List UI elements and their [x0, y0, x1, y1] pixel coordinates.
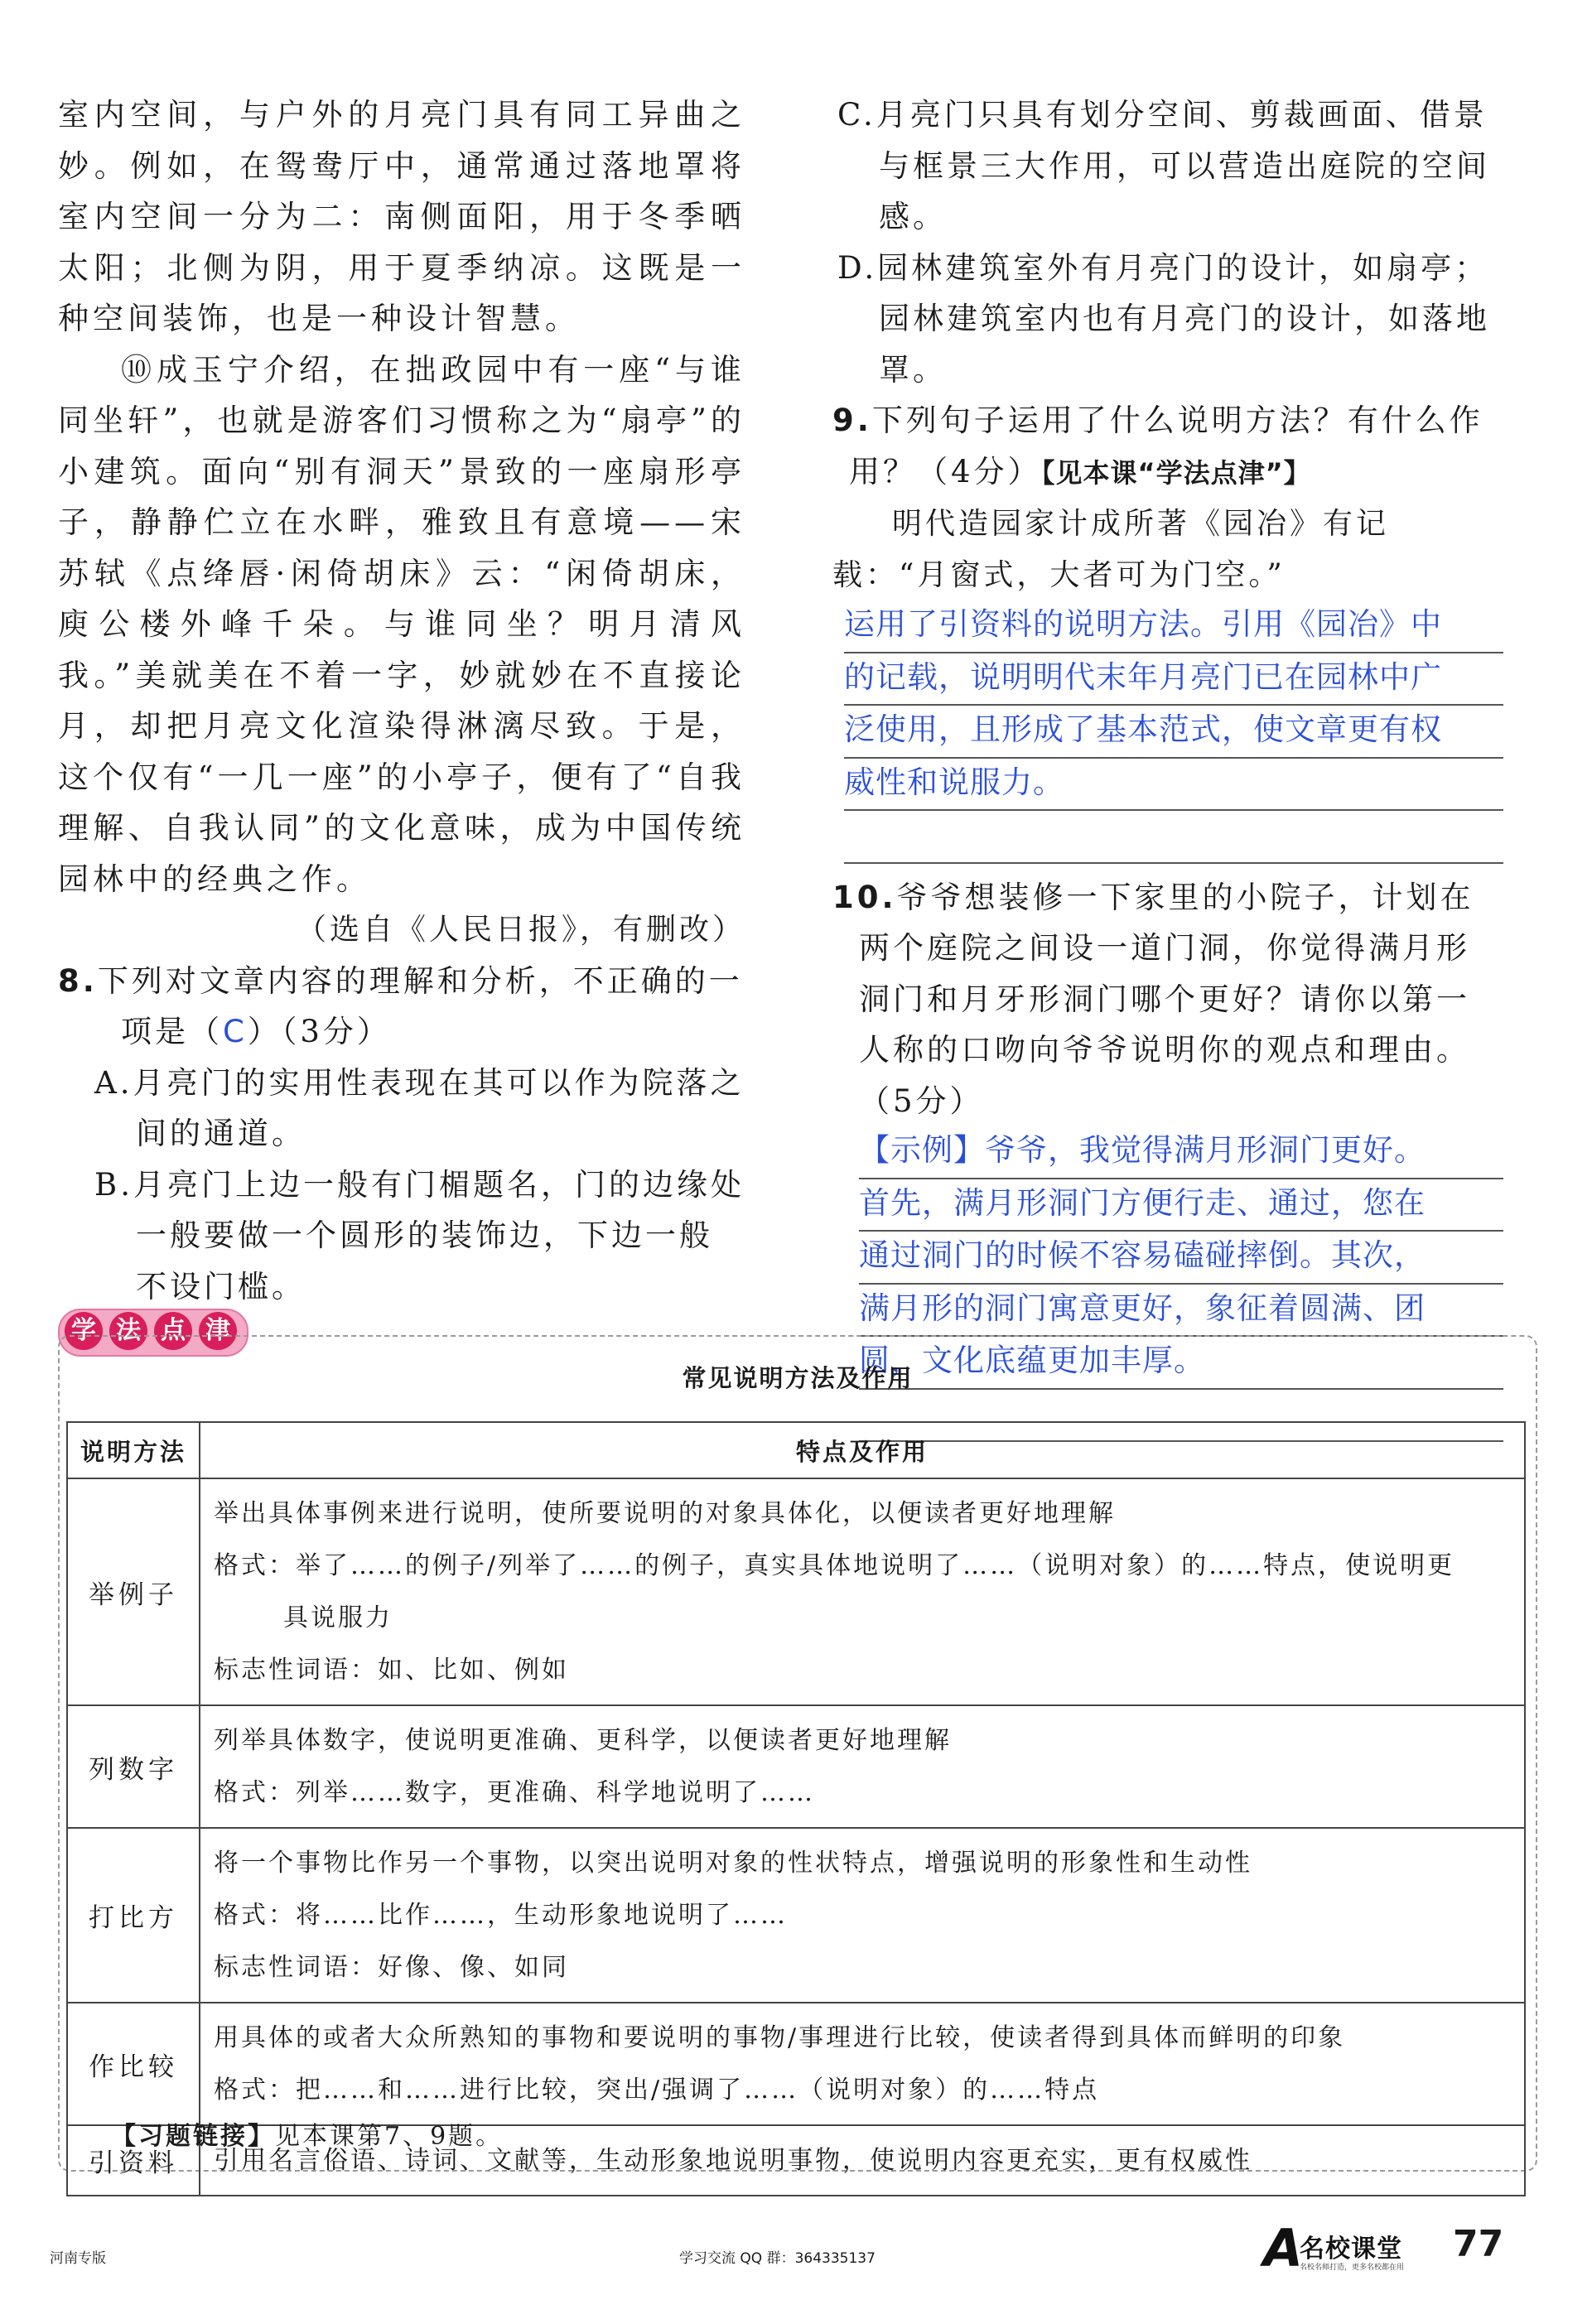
page-number: 77: [1453, 2223, 1504, 2265]
detail-line: 标志性词语：如、比如、例如: [214, 1656, 569, 1685]
badge-char: 学: [65, 1312, 103, 1350]
method-cell: 作比较: [67, 2003, 200, 2125]
method-cell: 引资料: [67, 2125, 200, 2196]
detail-line: 引用名言俗语、诗词、文献等，生动形象地说明事物，使说明内容更充实，更有权威性: [214, 2146, 1252, 2175]
question-8-stem-b: ）（3分）: [247, 1014, 391, 1049]
question-8-answer: C: [223, 1014, 248, 1049]
method-cell: 举例子: [67, 1478, 200, 1705]
table-row: [67, 1705, 1525, 1828]
question-9-number: 9.: [832, 403, 872, 438]
exercise-link-label: 【习题链接】: [111, 2122, 275, 2151]
table-row: [67, 1828, 1525, 2003]
detail-line: 格式：举了……的例子/列举了……的例子，真实具体地说明了……（说明对象）的……特点，使说明更: [214, 1551, 1455, 1580]
header-method: 说明方法: [67, 1422, 200, 1478]
answer-line: 的记载，说明明代末年月亮门已在园林中广: [844, 653, 1503, 706]
question-8-stem-a: 下列对文章内容的理解和分析，不正确的一项是（: [97, 962, 743, 1049]
answer-line: 威性和说服力。: [844, 759, 1503, 812]
question-9-stem: 下列句子运用了什么说明方法？有什么作用？（4分）: [849, 403, 1483, 489]
detail-line: 举出具体事例来进行说明，使所要说明的对象具体化，以便读者更好地理解: [214, 1499, 1116, 1528]
table-header-row: [67, 1422, 1525, 1478]
detail-line: 格式：把……和……进行比较，突出/强调了……（说明对象）的……特点: [214, 2076, 1100, 2105]
edition-label: 河南专版: [50, 2250, 106, 2267]
answer-line: 首先，满月形洞门方便行走、通过，您在: [859, 1179, 1503, 1232]
answer-line: 运用了引资料的说明方法。引用《园冶》中: [844, 600, 1503, 653]
detail-line: 标志性词语：好像、像、如同: [214, 1953, 569, 1982]
table-title: 常见说明方法及作用: [682, 1364, 914, 1392]
exercise-link-text: 见本课第7、9题。: [275, 2122, 504, 2151]
logo-text: 名校课堂: [1300, 2235, 1402, 2264]
header-features: 特点及作用: [200, 1422, 1525, 1478]
question-9-tag: 【见本课“学法点津”】: [1041, 456, 1311, 489]
question-9-answer-area[interactable]: [844, 600, 1503, 864]
question-8: [58, 956, 745, 1313]
exercise-link: [111, 2115, 503, 2152]
detail-line: 具说服力: [283, 1603, 393, 1632]
question-10-stem: 爷爷想装修一下家里的小院子，计划在两个庭院之间设一道门洞，你觉得满月形洞门和月牙形洞门哪个更好？请你以第一人称的口吻向爷爷说明你的观点和理由。（5分）: [859, 879, 1474, 1119]
question-9-quote: 明代造园家计成所著《园冶》有记载：“月窗式，大者可为门空。”: [832, 507, 1390, 592]
question-8-number: 8.: [58, 962, 98, 999]
detail-line: 列举具体数字，使说明更准确、更科学，以便读者更好地理解: [214, 1726, 952, 1755]
qq-group-text: 学习交流 QQ 群：364335137: [679, 2250, 876, 2267]
detail-cell: [200, 1478, 1525, 1705]
study-tips-box: [58, 1335, 1537, 2178]
detail-cell: [200, 1705, 1525, 1828]
source-note: （选自《人民日报》，有删改）: [296, 913, 745, 947]
logo-slogan: 名校名师打造，更多名校都在用: [1300, 2264, 1405, 2272]
question-9: [832, 395, 1503, 864]
method-cell: 打比方: [67, 1828, 200, 2003]
answer-line: 【示例】爷爷，我觉得满月形洞门更好。: [859, 1126, 1503, 1179]
right-column: [832, 89, 1503, 1442]
brand-logo: [1263, 2218, 1445, 2278]
detail-line: 格式：将……比作……，生动形象地说明了……: [214, 1901, 788, 1930]
answer-line: [844, 811, 1503, 864]
answer-line: 满月形的洞门寓意更好，象征着圆满、团: [859, 1285, 1503, 1338]
detail-cell: [200, 2003, 1525, 2125]
paragraph-9-end: 室内空间，与户外的月亮门具有同工异曲之妙。例如，在鸳鸯厅中，通常通过落地罩将室内空间一分为二：南侧面阳，用于冬季晒太阳；北侧为阴，用于夏季纳凉。这既是一种空间装饰，也是一种设计智慧。: [58, 97, 745, 336]
badge-char: 点: [154, 1312, 192, 1350]
badge-char: 法: [109, 1312, 147, 1350]
method-cell: 列数字: [67, 1705, 200, 1828]
detail-line: 将一个事物比作另一个事物，以突出说明对象的性状特点，增强说明的形象性和生动性: [214, 1849, 1252, 1878]
badge-char: 津: [199, 1312, 237, 1350]
question-10-number: 10.: [832, 879, 897, 915]
answer-line: 通过洞门的时候不容易磕碰摔倒。其次，: [859, 1232, 1503, 1285]
question-8-option-b: B.月亮门上边一般有门楣题名，门的边缘处一般要做一个圆形的装饰边，下边一般不设门槛。: [94, 1166, 745, 1304]
question-8-option-a: A.月亮门的实用性表现在其可以作为院落之间的通道。: [94, 1064, 745, 1151]
question-8-option-d: D.园林建筑室外有月亮门的设计，如扇亭；园林建筑室内也有月亮门的设计，如落地罩。: [837, 249, 1490, 388]
detail-line: 用具体的或者大众所熟知的事物和要说明的事物/事理进行比较，使读者得到具体而鲜明的印象: [214, 2023, 1346, 2052]
detail-line: 格式：列举……数字，更准确、科学地说明了……: [214, 1778, 815, 1807]
table-row: [67, 2003, 1525, 2125]
paragraph-10: ⑩成玉宁介绍，在拙政园中有一座“与谁同坐轩”，也就是游客们习惯称之为“扇亭”的小建筑。面向“别有洞天”景致的一座扇形亭子，静静伫立在水畔，雅致且有意境——宋苏轼《点绛唇·闲倚胡床》云：“闲倚胡床，庾公楼外峰千朵。与谁同坐？明月清风我。”美就美在不着一字，妙就妙在不直接论月，却把月亮文化渲染得淋漓尽致。于是，这个仅有“一几一座”的小亭子，便有了“自我理解、自我认同”的文化意味，成为中国传统园林中的经典之作。: [58, 351, 745, 897]
answer-line: 泛使用，且形成了基本范式，使文章更有权: [844, 706, 1503, 759]
logo-letter: A: [1263, 2218, 1303, 2278]
explanation-methods-table: [66, 1421, 1526, 2196]
table-row: [67, 1478, 1525, 1705]
left-column: [58, 89, 745, 1312]
question-8-option-c: C.月亮门只具有划分空间、剪裁画面、借景与框景三大作用，可以营造出庭院的空间感。: [837, 97, 1490, 234]
detail-cell: [200, 1828, 1525, 2003]
answer-line: 圆，文化底蕴更加丰厚。: [859, 1337, 1503, 1390]
